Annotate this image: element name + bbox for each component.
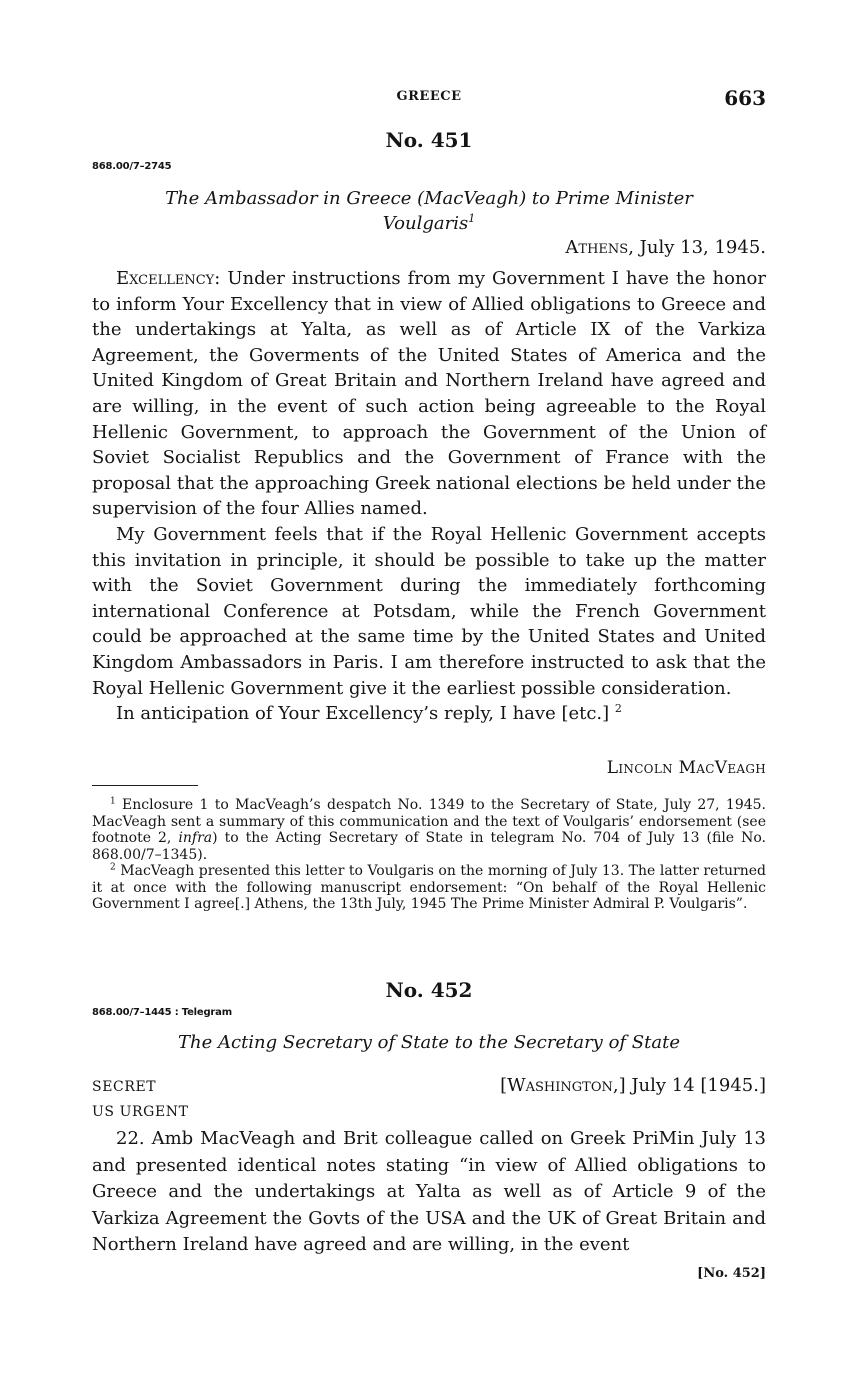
document-page	[92, 0, 766, 1379]
letter-body-451	[92, 266, 766, 727]
paragraph-3-text: In anticipation of Your Excellency’s reply, I have [etc.]	[116, 703, 610, 725]
telegram-body-452	[92, 1126, 766, 1259]
document-title-451-recipient: Voulgaris	[382, 213, 469, 234]
footnote-1-mark: 1	[110, 796, 116, 807]
file-reference-452: 868.00/7–1445 : Telegram	[92, 1007, 232, 1018]
signature: Lincoln MacVeagh	[606, 758, 766, 778]
document-number-451: No. 451	[385, 128, 473, 152]
footnote-1	[92, 797, 766, 863]
date-452: July 14 [1945.]	[631, 1075, 766, 1096]
footnote-1-italic: infra	[178, 830, 213, 846]
salutation: Excellency:	[116, 268, 221, 289]
running-head-title: GREECE	[396, 89, 462, 104]
document-title-451-line1: The Ambassador in Greece (MacVeagh) to Prime Minister	[165, 188, 693, 209]
page-number: 663	[724, 86, 766, 110]
footnote-2-mark: 2	[110, 862, 116, 873]
file-reference-451: 868.00/7–2745	[92, 161, 172, 172]
telegram-paragraph: 22. Amb MacVeagh and Brit colleague called on Greek PriMin July 13 and presented identical notes stating “in view of Allied obligations to Greece and the undertakings at Yalta as well as of Article 9 of the Varkiza Agreement the Govts of the USA and the UK of Great Britain and Northern Ireland have agreed and are willing, in the event	[92, 1128, 766, 1255]
footnote-ref-1: 1	[468, 212, 476, 225]
priority: US URGENT	[92, 1104, 189, 1120]
footnote-divider	[92, 785, 198, 786]
place-452: [Washington,]	[500, 1075, 626, 1096]
paragraph-1	[92, 266, 766, 522]
footnote-1-text-b: ) to the Acting Secretary of State in telegram No. 704 of July 13 (file No. 868.00/7–1345).	[92, 830, 766, 863]
classification: SECRET	[92, 1079, 157, 1095]
footnote-2-text: MacVeagh presented this letter to Voulgaris on the morning of July 13. The latter returned it at once with the following manuscript endorsement: “On behalf of the Royal Hellenic Government I agree[.] Athens, the 13th July, 1945 The Prime Minister Admiral P. Voulgaris”.	[92, 863, 766, 912]
document-title-452: The Acting Secretary of State to the Secretary of State	[178, 1032, 680, 1053]
date-451: July 13, 1945.	[639, 237, 766, 258]
document-title-451	[132, 186, 726, 236]
footnote-1-text-a: Enclosure 1 to MacVeagh’s despatch No. 1349 to the Secretary of State, July 27, 1945. MacVeagh sent a summary of this communication and the text of Voulgaris’ endorsement (see footnote 2,	[92, 797, 766, 846]
paragraph-1-text: Under instructions from my Government I have the honor to inform Your Excellency that in view of Allied obligations to Greece and the undertakings at Yalta, as well as of Article IX of the Varkiza Agreement, the Goverments of the United States of America and the United Kingdom of Great Britain and Northern Ireland have agreed and are willing, in the event of such action being agreeable to the Royal Hellenic Government, to approach the Government of the Union of Soviet Socialist Republics and the Government of France with the proposal that the approaching Greek national elections be held under the supervision of the four Allies named.	[92, 268, 766, 520]
footnotes	[92, 797, 766, 913]
place-date-452	[500, 1075, 766, 1096]
place-date-451	[565, 237, 766, 258]
paragraph-2: My Government feels that if the Royal Hellenic Government accepts this invitation in principle, it should be possible to take up the matter with the Soviet Government during the immediately forthcoming international Conference at Potsdam, while the French Government could be approached at the same time by the United States and United Kingdom Ambassadors in Paris. I am therefore instructed to ask that the Royal Hellenic Government give it the earliest possible consideration.	[92, 523, 766, 699]
document-title-451-line2	[132, 211, 726, 236]
paragraph-3	[92, 701, 766, 727]
place-451: Athens,	[565, 237, 634, 258]
footnote-2	[92, 863, 766, 913]
running-head	[92, 86, 766, 110]
continuation-marker: [No. 452]	[697, 1266, 766, 1281]
footnote-ref-2: 2	[614, 702, 622, 716]
document-number-452: No. 452	[385, 978, 473, 1002]
